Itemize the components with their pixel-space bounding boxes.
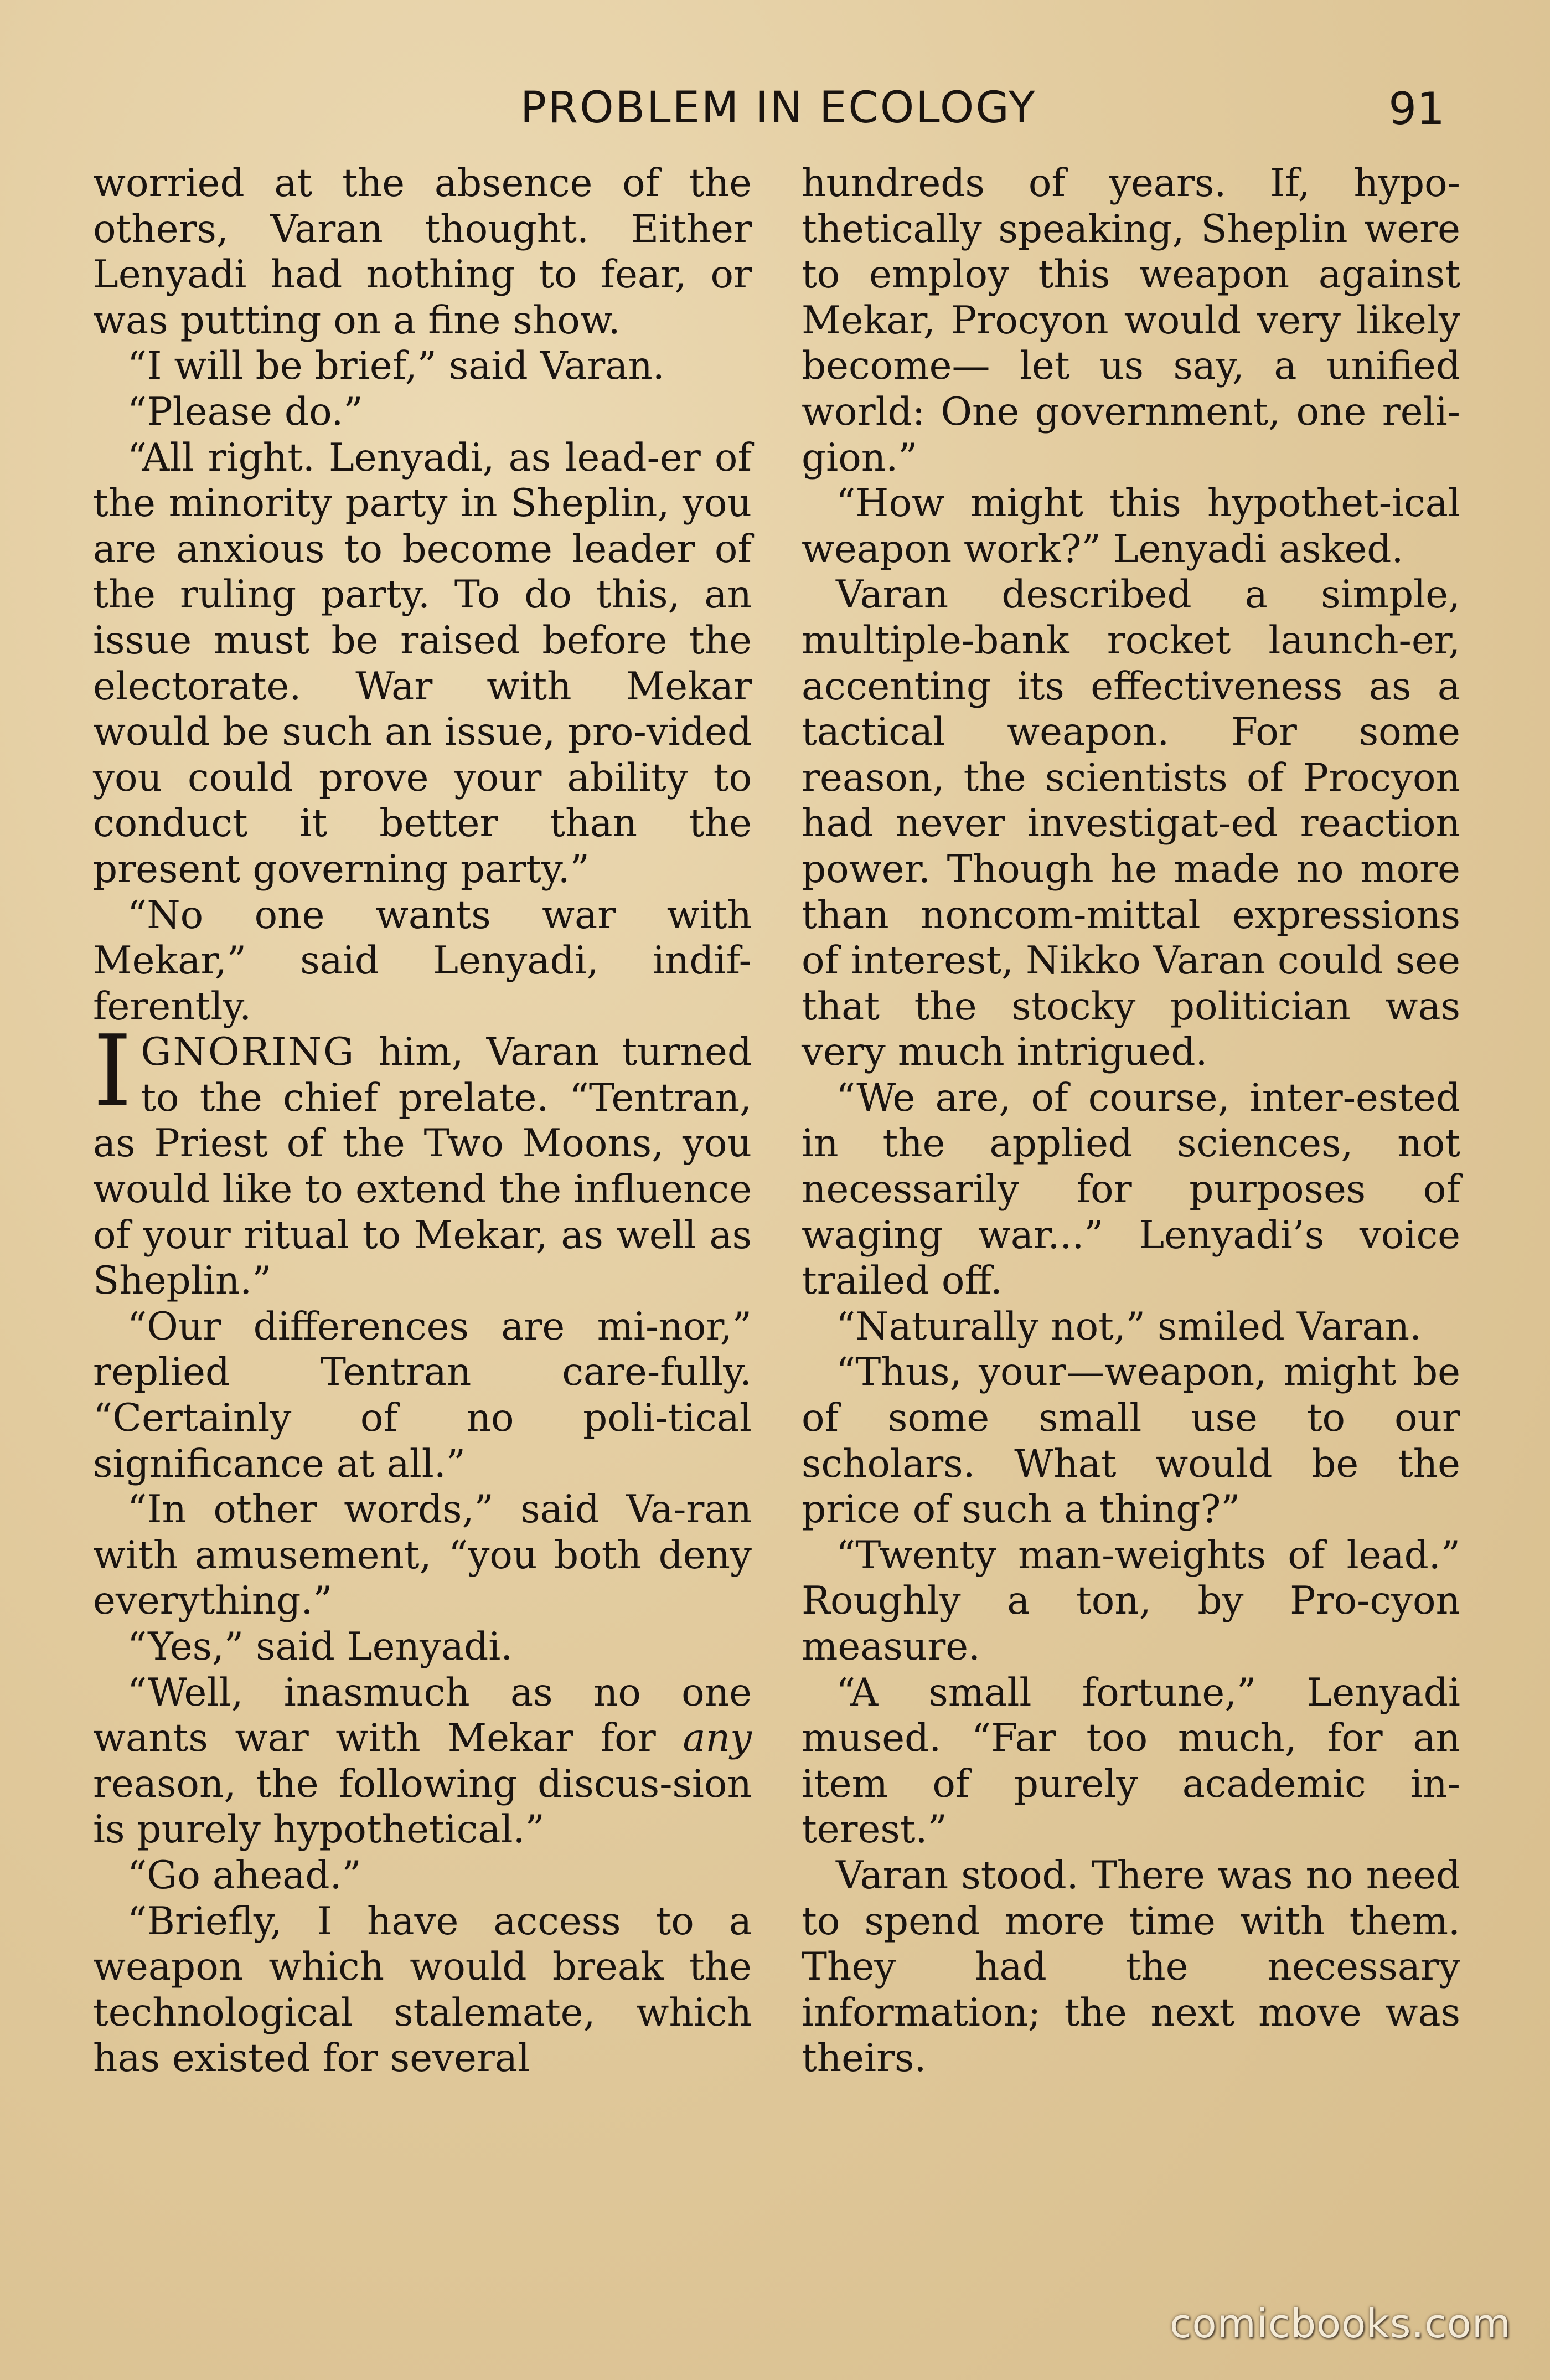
paragraph: Varan described a simple, multiple-bank rocket launch-er, accenting its effectiveness as a tactical weapon. For some reason, the scientists of Procyon had never investigat-ed reaction power. Though he made no more than noncom-mittal expressions of interest, Nikko Varan could see that the stocky politician was very much intrigued. — [802, 573, 1460, 1075]
page-header — [89, 78, 1472, 138]
paragraph: hundreds of years. If, hypo-thetically speaking, Sheplin were to employ this weapon against Mekar, Procyon would very likely become— let us say, a unified world: One government, one reli-gion.” — [802, 161, 1460, 480]
section-opening-paragraph — [93, 1014, 752, 1304]
paragraph — [93, 1670, 752, 1853]
paragraph: “Twenty man-weights of lead.” Roughly a ton, by Pro-cyon measure. — [802, 1533, 1460, 1669]
paragraph: “A small fortune,” Lenyadi mused. “Far too much, for an item of purely academic in-terest.” — [802, 1670, 1460, 1852]
paragraph: “No one wants war with Mekar,” said Lenyadi, indif-ferently. — [93, 893, 752, 1029]
right-column — [802, 161, 1460, 2082]
paragraph: worried at the absence of the others, Varan thought. Either Lenyadi had nothing to fear, or was putting on a fine show. — [93, 161, 752, 343]
running-title: PROBLEM IN ECOLOGY — [520, 83, 1037, 133]
paragraph: Varan stood. There was no need to spend more time with them. They had the necessary information; the next move was theirs. — [802, 1853, 1460, 2081]
paragraph: “Thus, your—weapon, might be of some small use to our scholars. What would be the price of such a thing?” — [802, 1350, 1460, 1532]
paragraph: “Naturally not,” smiled Varan. — [836, 1304, 1422, 1349]
paragraph: “Our differences are mi-nor,” replied Tentran care-fully. “Certainly of no poli-tical significance at all.” — [93, 1304, 752, 1486]
paragraph: “In other words,” said Va-ran with amusement, “you both deny everything.” — [93, 1487, 752, 1624]
paragraph: “Yes,” said Lenyadi. — [127, 1625, 513, 1669]
paragraph: “Please do.” — [127, 389, 363, 434]
page-number: 91 — [1388, 83, 1445, 135]
left-column — [93, 161, 752, 2082]
watermark: comicbooks.com — [1169, 2300, 1511, 2347]
paragraph: “All right. Lenyadi, as lead-er of the minority party in Sheplin, you are anxious to become leader of the ruling party. To do this, an issue must be raised before the electorate. War with Mekar would be such an issue, pro-vided you could prove your ability to conduct it better than the present governing party.” — [93, 435, 752, 892]
paragraph: “I will be brief,” said Varan. — [127, 344, 665, 389]
paragraph-text: him, Varan turned to the chief prelate. “Tentran, as Priest of the Two Moons, you would like to extend the influence of your ritual to Mekar, as well as Sheplin.” — [93, 1030, 752, 1304]
drop-cap: I — [93, 1014, 132, 1129]
paragraph-text: reason, the following discus-sion is purely hypothetical.” — [93, 1761, 752, 1852]
paragraph: “We are, of course, inter-ested in the applied sciences, not necessarily for purposes of waging war...” Lenyadi’s voice trailed off. — [802, 1075, 1460, 1304]
paragraph: “Briefly, I have access to a weapon which would break the technological stalemate, which has existed for several — [93, 1899, 752, 2081]
emphasis: any — [683, 1716, 752, 1761]
opening-word: GNORING — [141, 1030, 356, 1075]
paragraph: “How might this hypothet-ical weapon work?” Lenyadi asked. — [802, 481, 1460, 571]
paragraph: “Go ahead.” — [127, 1853, 361, 1898]
paragraph-text: “Well, inasmuch as no one wants war with Mekar for — [93, 1670, 752, 1761]
